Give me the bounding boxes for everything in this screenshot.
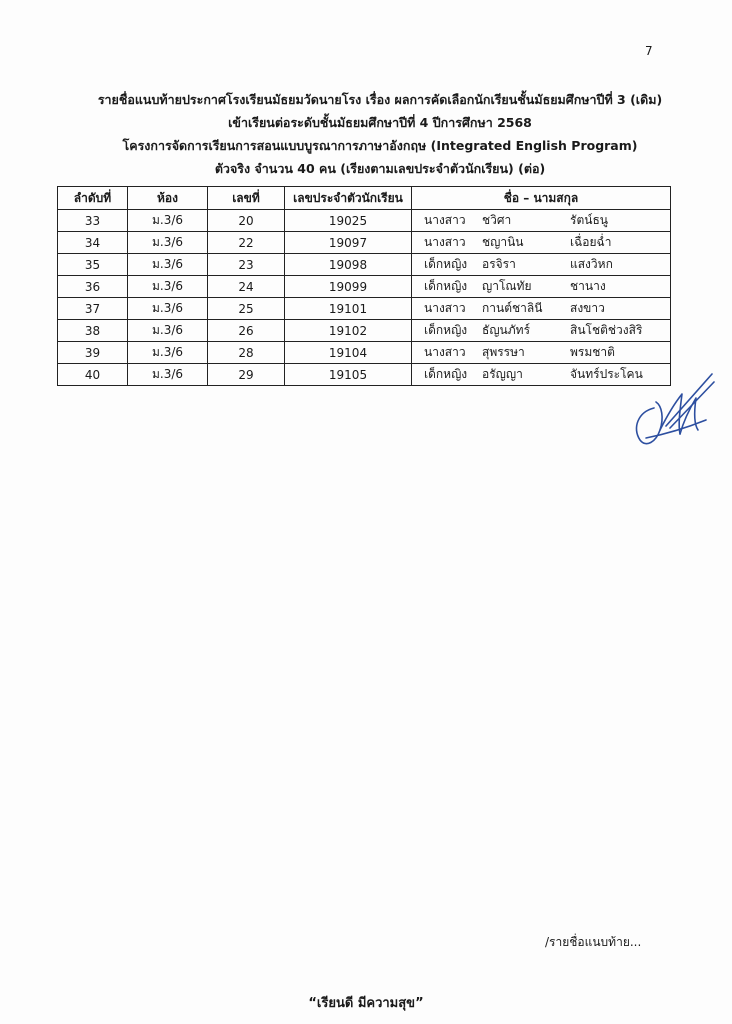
name-title: นางสาว [424,235,466,249]
student-id-cell: 19099 [285,276,412,298]
last-name: ชานาง [570,279,606,293]
name-title: เด็กหญิง [424,367,468,381]
table-row [58,232,671,254]
table-body [58,210,671,386]
student-id-cell: 19104 [285,342,412,364]
page-number: 7 [645,44,653,58]
number-cell: 22 [208,232,285,254]
first-name: อรัญญา [482,367,523,381]
number-cell: 23 [208,254,285,276]
number-cell: 24 [208,276,285,298]
room-cell: ม.3/6 [128,276,208,298]
order-cell: 39 [58,342,128,364]
document-header [60,88,700,180]
order-cell: 35 [58,254,128,276]
signature-icon [626,368,716,452]
order-cell: 33 [58,210,128,232]
table-header-row [58,187,671,210]
student-id-cell: 19105 [285,364,412,386]
full-name-cell [412,342,671,364]
header-line-4: ตัวจริง จำนวน 40 คน (เรียงตามเลขประจำตัวนักเรียน) (ต่อ) [214,161,546,176]
number-cell: 20 [208,210,285,232]
first-name: ญาโณทัย [482,279,532,293]
last-name: สินโชติช่วงสิริ [570,323,643,337]
column-header-student-id: เลขประจำตัวนักเรียน [285,187,412,210]
name-title: นางสาว [424,213,466,227]
student-id-cell: 19025 [285,210,412,232]
number-cell: 29 [208,364,285,386]
room-cell: ม.3/6 [128,210,208,232]
column-header-room: ห้อง [128,187,208,210]
student-id-cell: 19097 [285,232,412,254]
order-cell: 34 [58,232,128,254]
number-cell: 28 [208,342,285,364]
first-name: ชวิศา [482,213,512,227]
first-name: อรจิรา [482,257,516,271]
full-name-cell [412,298,671,320]
first-name: ชญานิน [482,235,524,249]
last-name: เฉื่อยฉ่ำ [570,235,612,249]
header-line-3: โครงการจัดการเรียนการสอนแบบบูรณาการภาษาอังกฤษ (Integrated English Program) [122,138,638,153]
column-header-number: เลขที่ [208,187,285,210]
school-motto: “เรียนดี มีความสุข” [308,996,424,1011]
table-row [58,342,671,364]
full-name-cell [412,232,671,254]
table-row [58,254,671,276]
student-id-cell: 19101 [285,298,412,320]
room-cell: ม.3/6 [128,232,208,254]
table-row [58,276,671,298]
student-id-cell: 19102 [285,320,412,342]
student-roster-table [57,186,671,386]
first-name: กานต์ชาลินี [482,301,543,315]
column-header-full-name: ชื่อ – นามสกุล [412,187,671,210]
last-name: สงขาว [570,301,605,315]
room-cell: ม.3/6 [128,320,208,342]
first-name: ธัญนภัทร์ [482,323,531,337]
name-title: เด็กหญิง [424,323,468,337]
room-cell: ม.3/6 [128,298,208,320]
header-line-1: รายชื่อแนบท้ายประกาศโรงเรียนมัธยมวัดนายโรง เรื่อง ผลการคัดเลือกนักเรียนชั้นมัธยมศึกษาปีที่ 3 (เดิม) [97,92,663,107]
order-cell: 37 [58,298,128,320]
table-row [58,210,671,232]
order-cell: 36 [58,276,128,298]
student-id-cell: 19098 [285,254,412,276]
room-cell: ม.3/6 [128,342,208,364]
name-title: นางสาว [424,301,466,315]
name-title: นางสาว [424,345,466,359]
table-row [58,320,671,342]
header-line-2: เข้าเรียนต่อระดับชั้นมัธยมศึกษาปีที่ 4 ปีการศึกษา 2568 [228,115,532,130]
room-cell: ม.3/6 [128,254,208,276]
continuation-note: /รายชื่อแนบท้าย... [545,935,642,949]
first-name: สุพรรษา [482,345,525,359]
last-name: รัตน์ธนู [570,213,608,227]
table-row [58,364,671,386]
order-cell: 40 [58,364,128,386]
last-name: แสงวิหก [570,257,613,271]
order-cell: 38 [58,320,128,342]
number-cell: 26 [208,320,285,342]
room-cell: ม.3/6 [128,364,208,386]
full-name-cell [412,320,671,342]
table-row [58,298,671,320]
name-title: เด็กหญิง [424,279,468,293]
last-name: จันทร์ประโคน [570,367,643,381]
full-name-cell [412,254,671,276]
column-header-order: ลำดับที่ [58,187,128,210]
last-name: พรมชาติ [570,345,615,359]
number-cell: 25 [208,298,285,320]
name-title: เด็กหญิง [424,257,468,271]
full-name-cell [412,210,671,232]
full-name-cell [412,276,671,298]
